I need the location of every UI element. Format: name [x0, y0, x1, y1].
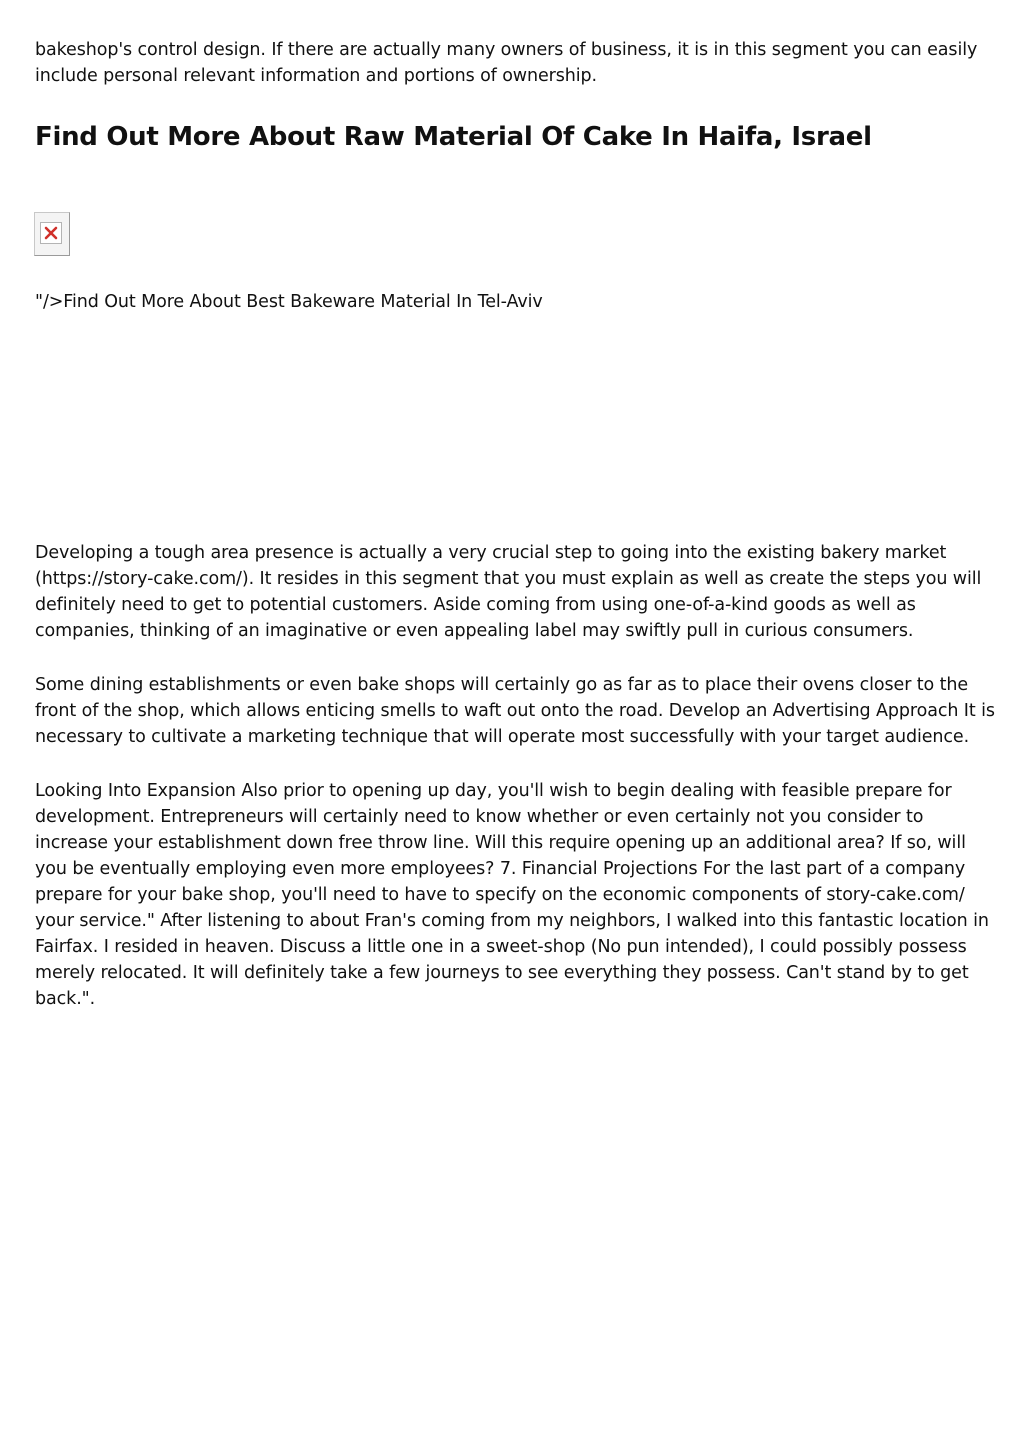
section-heading: Find Out More About Raw Material Of Cake In Haifa, Israel — [35, 122, 872, 152]
broken-image-icon — [40, 222, 62, 244]
close-x-icon — [44, 226, 58, 240]
body-paragraph: Developing a tough area presence is actually a very crucial step to going into the existing bakery market (https://story-cake.com/). It resides in this segment that you must explain as well as create the steps you will definitely need to get to potential customers. Aside coming from using one-of-a-kind goods as well as companies, thinking of an imaginative or even appealing label may swiftly pull in curious consumers. — [35, 543, 982, 641]
intro-paragraph: bakeshop's control design. If there are actually many owners of business, it is in this segment you can easily include personal relevant information and portions of ownership. — [35, 40, 978, 86]
body-paragraph: Some dining establishments or even bake shops will certainly go as far as to place their ovens closer to the front of the shop, which allows enticing smells to waft out onto the road. Develop an Advertising Approach It is necessary to cultivate a marketing technique that will operate most successfully with your target audience. — [35, 675, 995, 747]
broken-image-placeholder — [34, 212, 70, 256]
body-paragraph: Looking Into Expansion Also prior to opening up day, you'll wish to begin dealing with feasible prepare for development. Entrepreneurs will certainly need to know whether or even certainly not you consider to increase your establishment down free throw line. Will this require opening up an additional area? If so, will you be eventually employing even more employees? 7. Financial Projections For the last part of a company prepare for your bake shop, you'll need to have to specify on the economic components of story-cake.com/ your service." After listening to about Fran's coming from my neighbors, I walked into this fantastic location in Fairfax. I resided in heaven. Discuss a little one in a sweet-shop (No pun intended), I could possibly possess merely relocated. It will definitely take a few journeys to see everything they possess. Can't stand by to get back.". — [35, 781, 989, 1009]
image-caption-text: "/>Find Out More About Best Bakeware Material In Tel-Aviv — [35, 292, 543, 312]
